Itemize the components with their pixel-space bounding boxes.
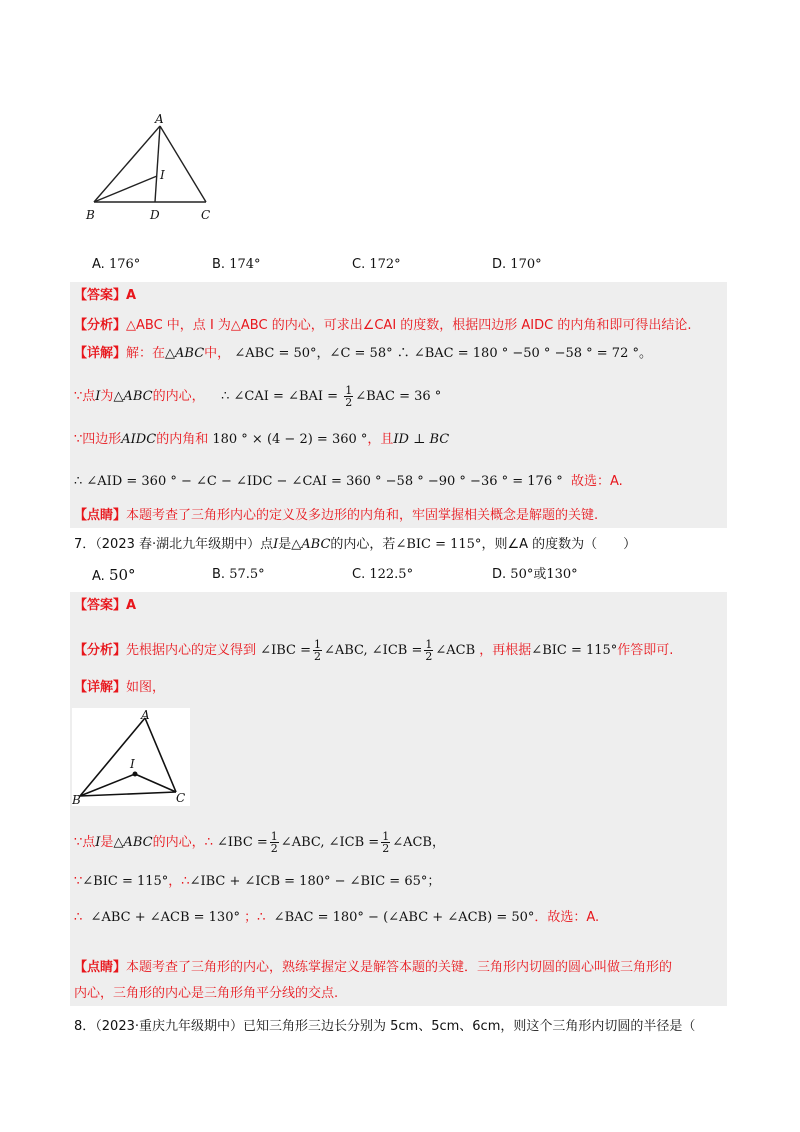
q7-comment-line-1: 【点睛】本题考查了三角形的内心，熟练掌握定义是解答本题的关键．三角形内切圆的圆心叫做三角形的 (74, 960, 673, 975)
q6-comment: 【点睛】本题考查了三角形内心的定义及多边形的内角和，牢固掌握相关概念是解题的关键. (74, 508, 599, 523)
q6-detail-line-4: ∴ ∠AID = 360 ° − ∠C − ∠IDC − ∠CAI = 360 ° −58 ° −90 ° −36 ° = 176 ° 故选：A. (74, 474, 623, 489)
q7-analysis: 【分析】先根据内心的定义得到 ∠IBC = $\frac{1}{2}$ ∠ABC, ∠ICB = $\frac{1}{2}$ ∠ACB ，再根据∠BIC = 115°作答即可. (74, 638, 674, 663)
q7-step-1: ∵点I是△ABC的内心，∴ ∠IBC = $\frac{1}{2}$ ∠ABC, ∠ICB = $\frac{1}{2}$ ∠ACB， (74, 830, 445, 855)
fig1-label-i: I (160, 168, 165, 182)
q7-option-c: C. 122.5° (352, 567, 414, 582)
q7-detail: 【详解】如图， (74, 680, 166, 695)
q7-step-3: ∴ ∠ABC + ∠ACB = 130° ；∴ ∠BAC = 180° − (∠ABC + ∠ACB) = 50°．故选：A. (74, 910, 600, 925)
fig2-label-c: C (176, 791, 186, 805)
q7-option-d: D. 50°或130° (492, 567, 578, 582)
q6-answer: 【答案】A (74, 288, 137, 303)
q7-answer: 【答案】A (74, 598, 137, 613)
q6-analysis: 【分析】△ABC 中，点 I 为△ABC 的内心，可求出∠CAI 的度数，根据四边形 AIDC 的内角和即可得出结论. (74, 318, 692, 333)
triangle-figure-1 (80, 112, 230, 227)
fig1-label-a: A (155, 112, 164, 126)
q7-option-a: A. 50° (92, 566, 136, 584)
triangle-figure-2 (72, 708, 190, 806)
q6-option-a: A. 176° (92, 257, 141, 272)
fig2-label-b: B (72, 793, 81, 806)
q7-stem: 7．（2023 春·湖北九年级期中）点I是△ABC的内心，若∠BIC = 115°，则∠A 的度数为（ ） (74, 537, 637, 552)
fig2-label-a: A (141, 708, 150, 722)
q6-detail-line-2: ∵点I为△ABC的内心， ∴ ∠CAI = ∠BAI = $\frac{1}{2}$ ∠BAC = 36 ° (74, 384, 442, 409)
q6-option-c: C. 172° (352, 257, 401, 272)
q6-detail-line-1: 【详解】解：在△ABC中， ∠ABC = 50°，∠C = 58° ∴ ∠BAC = 180 ° −50 ° −58 ° = 72 °。 (74, 346, 652, 361)
q6-option-b: B. 174° (212, 257, 261, 272)
q7-option-b: B. 57.5° (212, 567, 265, 582)
q7-step-2: ∵∠BIC = 115°，∴∠IBC + ∠ICB = 180° − ∠BIC = 65°； (74, 874, 441, 889)
q8-stem: 8．（2023·重庆九年级期中）已知三角形三边长分别为 5cm、5cm、6cm，则这个三角形内切圆的半径是（ (74, 1019, 696, 1034)
fig1-label-d: D (150, 208, 160, 222)
fig1-label-b: B (86, 208, 95, 222)
q6-option-d: D. 170° (492, 257, 542, 272)
q7-comment-line-2: 内心，三角形的内心是三角形角平分线的交点. (74, 986, 339, 1001)
q6-detail-line-3: ∵四边形AIDC的内角和 180 ° × (4 − 2) = 360 °，且ID ⊥ BC (74, 432, 450, 447)
fig2-label-i: I (130, 757, 135, 771)
fig1-label-c: C (201, 208, 211, 222)
